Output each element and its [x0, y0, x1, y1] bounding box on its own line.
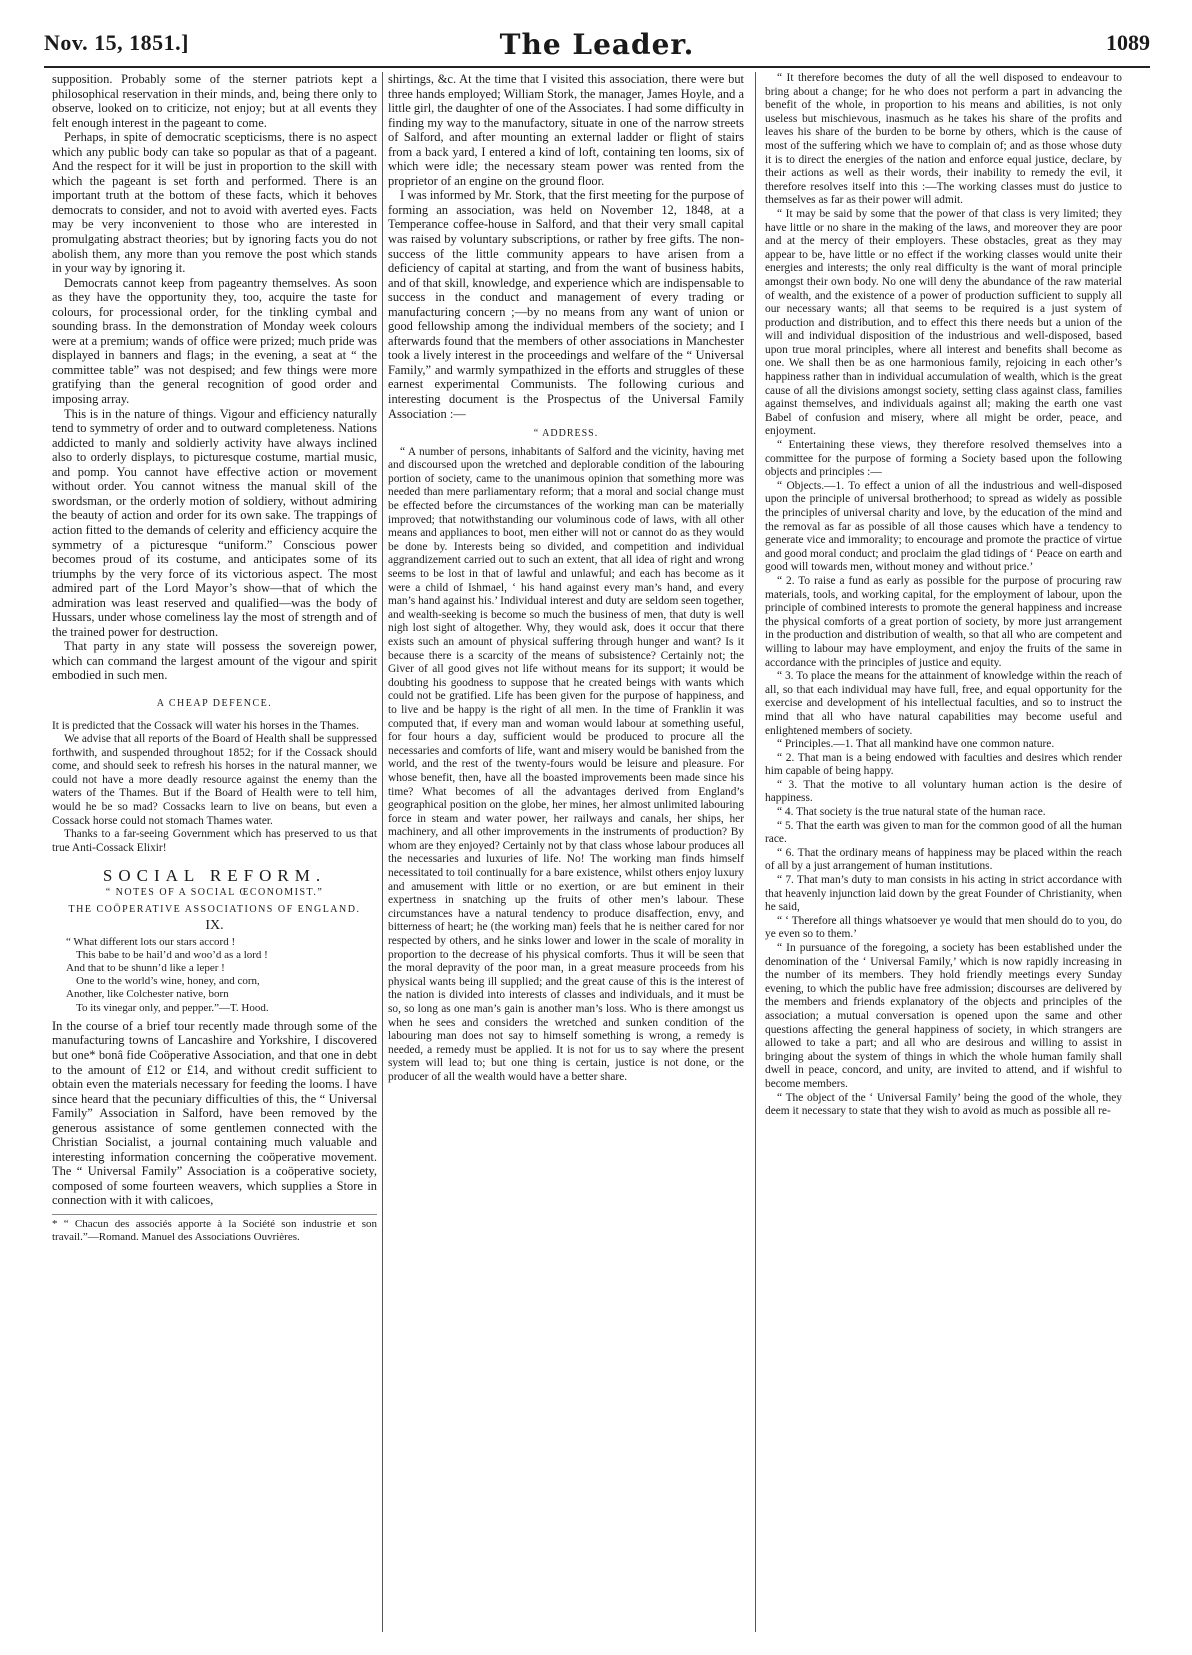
paragraph: That party in any state will possess the sovereign power, which can command the largest amount of the vigour and spirit embodied in such men. — [52, 639, 377, 683]
paragraph: “ 2. That man is a being endowed with faculties and desires which render him capable of being happy. — [765, 751, 1122, 778]
paragraph: “ It therefore becomes the duty of all the well disposed to endeavour to bring about a change; for he who does not perform a part in advancing the benefit of the whole, in proportion to his means and abilities, is not only useless but mischievous, inasmuch as he takes his share of the profits and leaves his share of the burden to be borne by others, which is the cause of most of the suffering which we have to complain of; and as those whose duty it is to direct the energies of the nation and enforce equal justice, declare, by their actions as well as their words, their inability to remedy the evil, it therefore resolves itself into this :—The working classes must do justice to themselves as far as their power will admit. — [765, 72, 1122, 207]
paragraph: We advise that all reports of the Board of Health shall be suppressed forthwith, and suspended throughout 1852; for if the Cossack should come, and should seek to refresh his horses in the natural manner, we could not have a more deadly resource against the enemy than the waters of the Thames. But if the Board of Health were to tell him, would he be so mad? Cossacks learn to live on beans, but even a Cossack horse could not stomach Thames water. — [52, 733, 377, 827]
paragraph: “ It may be said by some that the power of that class is very limited; they have little or no share in the making of the laws, and moreover they are poor and at the mercy of their employers. These obstacles, great as they may appear to be, have little or no effect if the working classes would unite their energies and interests; the only real difficulty is the want of moral principle amongst their own body. No one will deny the abundance of the raw material of wealth, and the existence of a power of production sufficient to supply all our necessary wants; all that seems to be required is a just system of production and distribution, and to effect this there needs but a union of the will and individual disposition of the industrious and well-disposed, based upon true moral principles, where all interest and benefits shall become as one. We shall then be as one harmonious family, rejoicing in each other’s happiness rather than in individual accumulation of wealth, which is the great cause of all the divisions amongst society, setting class against class, families against themselves, and individuals against all; making the earth one vast Babel of confusion and misery, where all might be order, peace, and enjoyment. — [765, 207, 1122, 438]
paragraph: “ 4. That society is the true natural state of the human race. — [777, 806, 1046, 819]
column-3 — [765, 72, 1122, 1632]
issue-date: Nov. 15, 1851.] — [44, 30, 189, 55]
paragraph: shirtings, &c. At the time that I visited this association, there were but three hands employed; William Stork, the manager, James Hoyle, and a little girl, the daughter of one of the Associates. I had some difficulty in finding my way to the manufactory, situate in one of the narrow streets of Salford, and after mounting an external ladder or flight of stairs from a back yard, I entered a kind of loft, containing ten looms, six of which were idle; the necessary steam power was rented from the proprietor of an engine on the ground floor. — [388, 72, 744, 188]
section-title-social-reform: SOCIAL REFORM. — [102, 866, 327, 886]
section-subtitle: “ NOTES OF A SOCIAL ŒCONOMIST.” — [105, 887, 324, 898]
paragraph: “ 7. That man’s duty to man consists in his acting in strict accordance with that heavenly injunction laid down by the great Founder of Christianity, when he said, — [765, 874, 1122, 914]
column-1 — [52, 72, 377, 1632]
paragraph: “ Principles.—1. That all mankind have one common nature. — [777, 738, 1055, 751]
paragraph: “ The object of the ‘ Universal Family’ being the good of the whole, they deem it necessary to state that they wish to avoid as much as possible all re- — [765, 1091, 1122, 1118]
page-header — [44, 28, 1150, 68]
paragraph: “ 3. That the motive to all voluntary human action is the desire of happiness. — [765, 778, 1122, 805]
paragraph: This is in the nature of things. Vigour and efficiency naturally tend to symmetry of order and to outward completeness. Nations addicted to manly and soldierly activity have always inclined also to orderly displays, to picturesque costume, martial music, and pomp. You cannot have effective action or movement without order. You cannot witness the manual skill of the swordsman, or the orderly motion of soldiery, without admiring the beauty of action and order for its own sake. The trappings of action fitted to the demands of celerity and efficiency acquire the symmetry of a picturesque “uniform.” Conscious power becomes proud of its costume, and anticipates some of its triumphs by the very force of its victorious aspect. The most admired part of the Lord Mayor’s show—that of which the admiration was least reserved and qualified—was the body of Hussars, under whose comeliness lay the most of strength and of the trained power for destruction. — [52, 406, 377, 639]
paragraph: “ A number of persons, inhabitants of Salford and the vicinity, having met and discoursed upon the wretched and deplorable condition of the labouring portion of society, came to the unanimous opinion that something more was needed than mere parliamentary reform; that a moral and social change must be effected before the circumstances of the working man can be materially improved; that notwithstanding our voluminous code of laws, with all other means and appliances to boot, men either will not or cannot do as they would be done by. Interests being so divided, and competition and individual aggrandizement carried out to such an extent, that all idea of right and wrong seems to be lost in that of lawful and unlawful; and each has become as it were a child of Ishmael, ‘ his hand against every man’s hand, and every man’s hand against his.’ Individual interest and duty are seldom seen together, and wealth-seeking is become so much the business of men, that duty is well nigh lost sight of altogether. Why, they would ask, does it occur that there exists such an amount of physical suffering through hunger and want? Is it because there is a scarcity of the means of subsistence? Certainly not; the Giver of all good gives not life without means for its support; it would be doubting his goodness to suppose that he created beings with wants which could not be gratified. Life has been given for the purpose of happiness, and to live and be happy is the right of all men. In the time of Franklin it was computed that, if every man and woman would labour at something useful, for four hours a day, sufficient would be produced to procure all the necessaries and comforts of life, want and misery would be banished from the world, and the rest of the twenty-fours would be leisure and pleasure. For whose benefit, then, have all the boasted improvements been made since his time? What becomes of all the advantages derived from England’s geographical position on the globe, her mines, her almost unlimited labouring force in steam and water power, her railways and canals, her ships, her machinery, and all other improvements in the instruments of production? By whom are they enjoyed? Certainly not by that class whose labour produces all the necessaries and luxuries of life. No! The working man finds himself necessitated to toil continually for a bare existence, whilst others enjoy luxury and amusement with little or no exertion, or are but eminent in their expertness in snatching up the fruits of other men’s labour. These circumstances have a natural tendency to produce disaffection, envy, and bitterness of heart; he (the working man) feels that he is neither cared for nor respected by others, and he sinks lower and lower in the scale of morality in proportion to the decrease of his physical comforts. Thus it will be seen that the moral depravity of the poor man, in a great measure proceeds from his physical wants being ill supplied; and the great cause of this is the interest of the nation is divided into interests of classes and individuals, and it must be so, so long as one man’s gain is another man’s loss. Who is there amongst us when he sees and considers the wretched and sunken condition of the labouring man does not say to himself something is wrong, a remedy is needed, a remedy must be applied. It is not for us to say where the present system will lead to; but one thing is certain, justice is not done, or the producer of all the wealth would have a better share. — [388, 445, 744, 1083]
epigraph-verse — [66, 936, 377, 1015]
page-number: 1089 — [1106, 30, 1150, 55]
column-divider-1 — [382, 72, 383, 1632]
footnote: * “ Chacun des associés apporte à la Société son industrie et son travail.”—Romand. Manuel des Associations Ouvrières. — [52, 1214, 377, 1244]
paragraph: “ 6. That the ordinary means of happiness may be placed within the reach of all by a just arrangement of human institutions. — [765, 846, 1122, 873]
paragraph: Perhaps, in spite of democratic scepticisms, there is no aspect which any public body can take so popular as that of a pageant. And the respect for it will be just in proportion to the skill with which the pageant is set forth and performed. There is an important truth at the bottom of these facts, which it behoves democrats to consider, and not to avoid with averted eyes. Facts may be very inconvenient to those who are interested in promulgating abstract theories; but by ignoring facts you do not abolish them, any more than you remove the post which stands in your way by ignoring it. — [52, 130, 377, 276]
column-divider-2 — [755, 72, 756, 1632]
paragraph: “ ‘ Therefore all things whatsoever ye would that men should do to you, do ye even so to them.’ — [765, 914, 1122, 941]
verse-line: “ What different lots our stars accord ! — [66, 935, 236, 948]
paragraph: “ Entertaining these views, they therefore resolved themselves into a committee for the purpose of forming a Society based upon the following objects and principles :— — [765, 439, 1122, 479]
paragraph: “ In pursuance of the foregoing, a society has been established under the denomination of the ‘ Universal Family,’ which is now rapidly increasing in the number of its members. They hold friendly meetings every Sunday evening, to which the public have free admission; discourses are delivered by the members and friends explanatory of the objects and principles of the association; a mutual conversation is opened upon the same and other questions affecting the general happiness of society, in which strangers are allowed to take a part; and all who are desirous and willing to assist in bringing about the system of things in which the whole human family shall dwell in peace, concord, and unity, are invited to attend, and if wishful to become members. — [765, 942, 1122, 1090]
verse-line: One to the world’s wine, honey, and corn, — [76, 975, 260, 988]
verse-line: To its vinegar only, and pepper.”—T. Hood. — [76, 1001, 269, 1014]
masthead-title: The Leader. — [499, 28, 695, 61]
column-2 — [388, 72, 744, 1632]
paragraph: “ 5. That the earth was given to man for the common good of all the human race. — [765, 819, 1122, 846]
paragraph: In the course of a brief tour recently made through some of the manufacturing towns of Lancashire and Yorkshire, I discovered but one* bonâ fide Coöperative Association, and that one in debt to the amount of £12 or £14, and without credit sufficient to obtain even the materials necessary for feeding the looms. I have since heard that the pecuniary difficulties of this, the “ Universal Family” Association in Salford, have been removed by the generous assistance of some gentlemen connected with the Christian Socialist, a journal containing much valuable and interesting information concerning the coöperative movement. The “ Universal Family” Association is a coöperative society, composed of some fourteen weavers, which supplies a Store in connection with it with calicoes, — [52, 1018, 377, 1208]
paragraph: “ Objects.—1. To effect a union of all the industrious and well-disposed upon the principle of universal brotherhood; to spread as widely as possible the principles of universal charity and love, by the education of the mind and the removal as far as possible of all those causes which have a tendency to generate vice and immorality; to encourage and promote the practice of virtue and good moral conduct; and proclaim the glad tidings of ‘ Peace on earth and good will towards men, without money and without price.’ — [765, 479, 1122, 574]
section-number: IX. — [205, 918, 224, 934]
article-cheap-defence — [52, 720, 377, 856]
paragraph: “ 3. To place the means for the attainment of knowledge within the reach of all, so that each individual may have full, free, and equal opportunity for the exercise and development of his intellectual faculties, and so to instruct the mind that all who have natural capabilities may become useful and enlightened members of society. — [765, 670, 1122, 737]
paragraph: It is predicted that the Cossack will water his horses in the Thames. — [52, 719, 359, 732]
header-rule — [44, 66, 1150, 68]
verse-line: Another, like Colchester native, born — [66, 988, 229, 1001]
paragraph: Thanks to a far-seeing Government which has preserved to us that true Anti-Cossack Elixir! — [52, 828, 377, 854]
paragraph: supposition. Probably some of the sterner patriots kept a philosophical reservation in their minds, and, being there only to observe, looked on to criticize, not enjoy; but at all events they felt enough interest in the pageant to come. — [52, 72, 377, 130]
paragraph: Democrats cannot keep from pageantry themselves. As soon as they have the opportunity they, too, acquire the taste for colours, for processional order, for the tinkling cymbal and sounding brass. In the demonstration of Monday week colours were at a premium; wands of office were prized; much pride was displayed in banners and flags; in the evening, a seat at “ the committee table” was not despised; and few things were more gratifying than the general recognition of good order and imposing array. — [52, 275, 377, 407]
verse-line: And that to be shunn’d like a leper ! — [66, 962, 225, 975]
section-subtitle-coop: THE COÖPERATIVE ASSOCIATIONS OF ENGLAND. — [68, 903, 361, 915]
article-heading-cheap-defence: A CHEAP DEFENCE. — [156, 697, 273, 709]
paragraph: “ 2. To raise a fund as early as possible for the purpose of procuring raw materials, tools, and working capital, for the employment of labour, upon the principle of combined interests to promote the general happiness and increase the physical comforts of a great portion of society, by more just arrangement in the production and distribution of wealth, so that all who are competent and willing to labour may have employment, and enjoy the fruits of the same in accordance with the principles of justice and equity. — [765, 574, 1122, 669]
address-heading: “ ADDRESS. — [533, 428, 599, 440]
verse-line: This babe to be hail’d and woo’d as a lord ! — [76, 948, 268, 961]
paragraph: I was informed by Mr. Stork, that the first meeting for the purpose of forming an association, was held on November 12, 1848, at a Temperance coffee-house in Salford, and that their very small capital was raised by voluntary subscriptions, or rather by free gifts. The non-success of the little community appears to have arisen from a deficiency of capital at starting, and from the want of business habits, and of that skill, knowledge, and experience which are indispensable to success in the conduct and management of every trading or manufacturing concern ;—by no means from any want of union or good fellowship among the individual members of the society; and I afterwards found that the members of other associations in Manchester took a lively interest in the proceedings and welfare of the “ Universal Family,” and warmly sympathized in the efforts and struggles of these earnest experimental Communists. The following curious and interesting document is the Prospectus of the Universal Family Association :— — [388, 188, 744, 421]
